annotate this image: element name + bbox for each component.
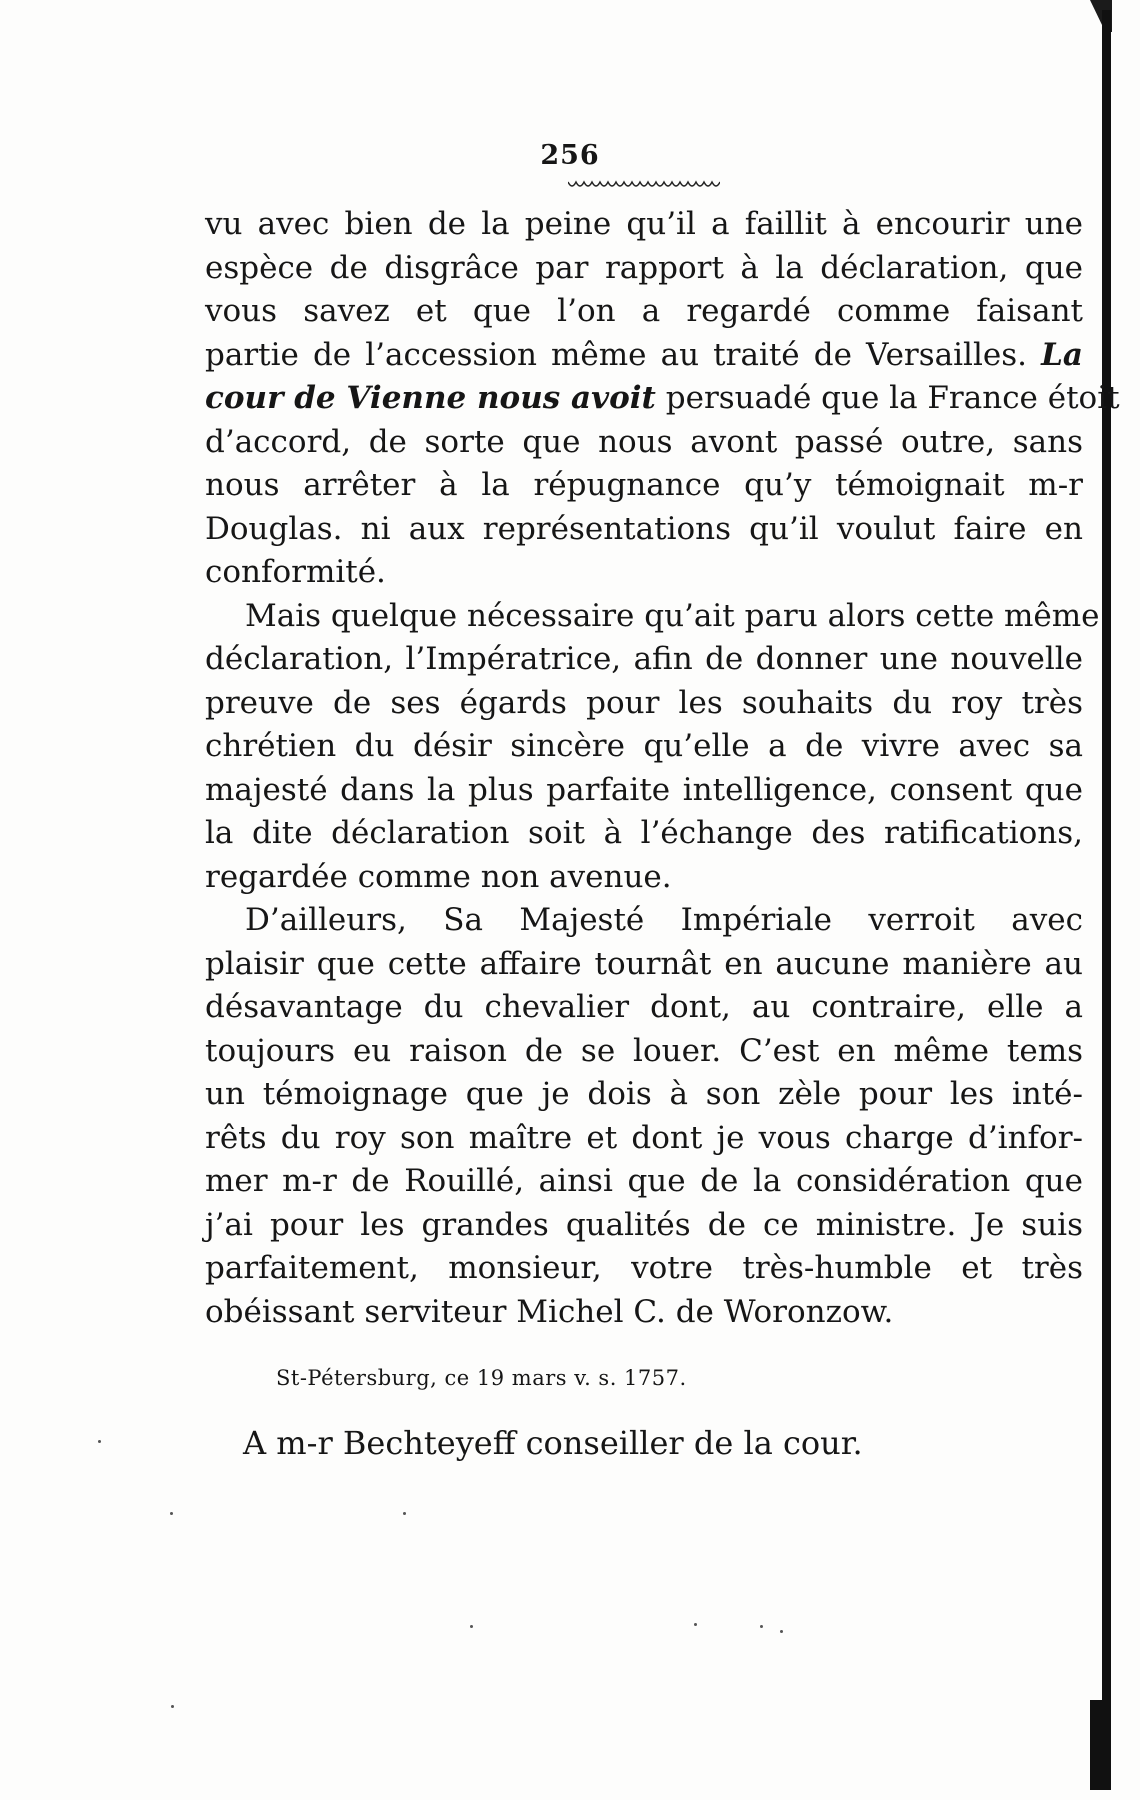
text-line: désavantage du chevalier dont, au contraire, elle a [205,989,1083,1025]
text-line: nous arrêter à la répugnance qu’y témoignait m-r [205,467,1083,503]
italic-phrase: La [1041,336,1083,373]
text-line: d’accord, de sorte que nous avont passé outre, sans [205,423,1083,460]
recipient-address: A m-r Bechteyeff conseiller de la cour. [243,1424,863,1462]
speck [760,1625,763,1628]
paragraph [205,595,1100,900]
text-line: D’ailleurs, Sa Majesté Impériale verroit avec [245,902,1083,938]
text-segment: partie de l’accession même au traité de Versailles. [205,336,1027,373]
text-line: déclaration, l’Impératrice, afin de donner une nouvelle [205,641,1083,677]
text-line: obéissant serviteur Michel C. de Woronzow. [205,1293,894,1330]
italic-phrase: cour de Vienne nous avoit [205,380,656,416]
text-line [205,377,1120,421]
page-number: 256 [540,140,600,171]
speck [470,1625,473,1628]
paragraph [205,899,1083,1334]
text-line: j’ai pour les grandes qualités de ce ministre. Je suis [205,1206,1083,1243]
speck [780,1630,783,1633]
text-line: conformité. [205,554,386,590]
page-edge-shadow [1102,10,1111,1790]
text-line [205,334,1083,378]
text-line: espèce de disgrâce par rapport à la déclaration, que [205,249,1083,286]
wavy-rule-ornament [568,178,720,190]
page-edge-shadow [1090,1700,1110,1790]
speck [171,1705,174,1708]
text-line: Mais quelque nécessaire qu’ait paru alors cette même [245,597,1100,634]
text-line: vu avec bien de la peine qu’il a faillit à encourir une [205,206,1083,242]
text-line: un témoignage que je dois à son zèle pour les inté- [205,1076,1083,1112]
text-line: toujours eu raison de se louer. C’est en même tems [205,1032,1083,1069]
text-line: preuve de ses égards pour les souhaits du roy très [205,684,1083,721]
dateline: St-Pétersburg, ce 19 mars v. s. 1757. [276,1366,687,1390]
text-line: parfaitement, monsieur, votre très-humble et très [205,1250,1083,1286]
paragraph [205,203,1120,595]
text-line: chrétien du désir sincère qu’elle a de vivre avec sa [205,728,1083,764]
letter-body [205,203,1120,1334]
speck [98,1440,101,1443]
text-line: majesté dans la plus parfaite intelligence, consent que [205,771,1083,808]
text-line: plaisir que cette affaire tournât en aucune manière au [205,945,1083,982]
text-line: Douglas. ni aux représentations qu’il voulut faire en [205,510,1083,547]
speck [170,1512,173,1515]
speck [694,1623,697,1626]
text-line: regardée comme non avenue. [205,858,672,895]
text-line: rêts du roy son maître et dont je vous charge d’infor- [205,1119,1083,1156]
text-segment: persuadé que la France étoit [665,380,1120,416]
text-line: mer m-r de Rouillé, ainsi que de la considération que [205,1163,1083,1199]
text-line: la dite déclaration soit à l’échange des ratifications, [205,815,1083,851]
speck [403,1512,406,1515]
text-line: vous savez et que l’on a regardé comme faisant [205,293,1083,329]
